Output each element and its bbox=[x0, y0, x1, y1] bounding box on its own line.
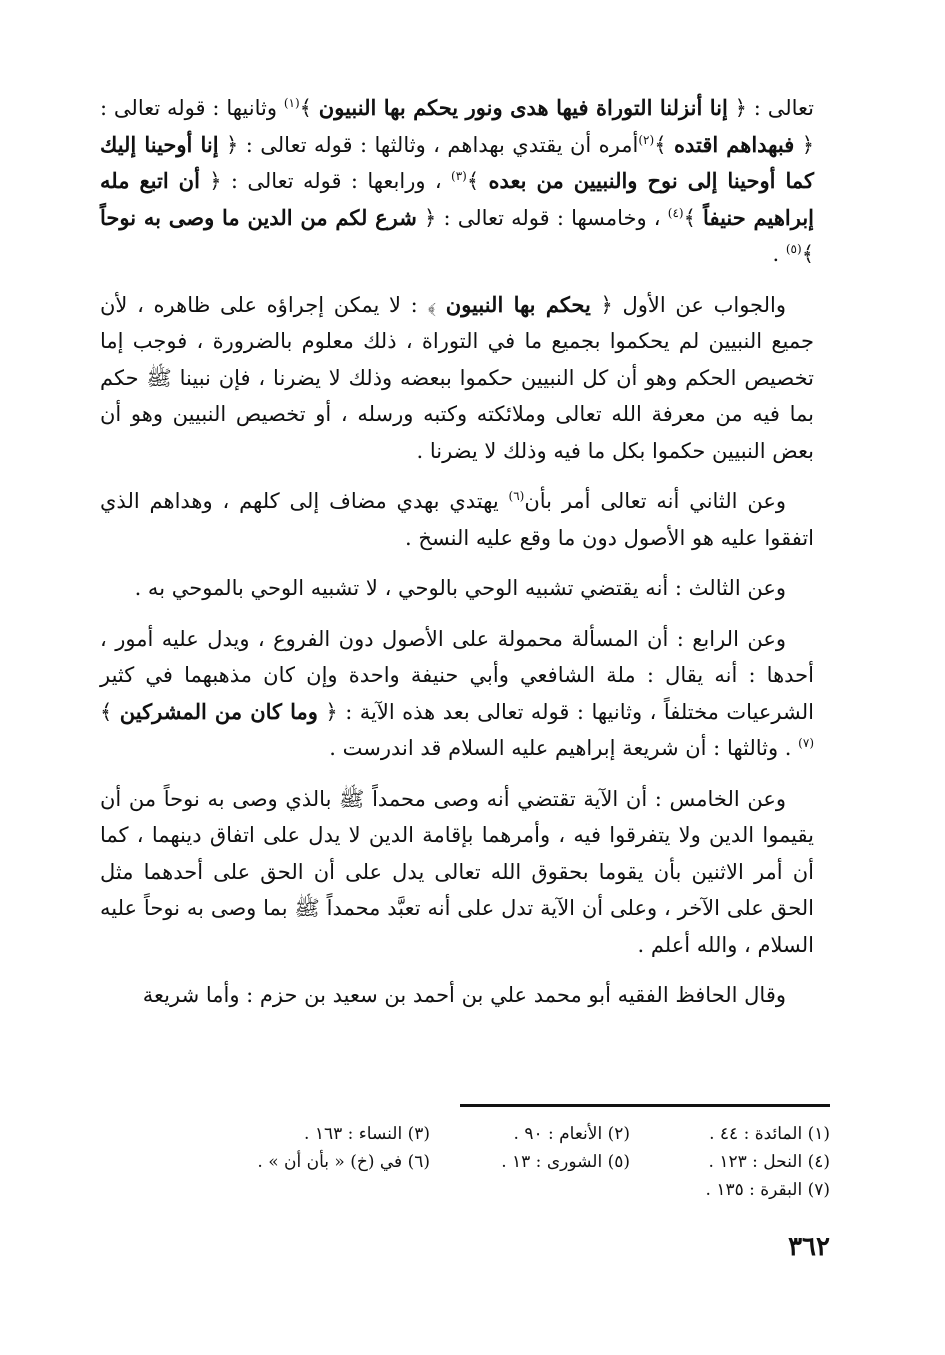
footnote bbox=[430, 1176, 630, 1204]
footnote: (٥) الشورى : ١٣ . bbox=[501, 1152, 630, 1172]
text-segment: وعن الثاني أنه تعالى أمر بأن bbox=[524, 489, 786, 513]
paragraph bbox=[100, 621, 814, 767]
text-segment: أمره أن يقتدي بهداهم ، وثالثها : قوله تعالى : ﴿ bbox=[218, 132, 639, 157]
quran-verse: أن اتبع مله إبراهيم حنيفاً bbox=[100, 168, 815, 230]
quran-verse: وما كان من المشركين bbox=[119, 698, 318, 724]
text-segment: ، ورابعها : قوله تعالى : ﴿ bbox=[199, 169, 452, 193]
text-segment: وثانيها : قوله تعالى : ﴿ bbox=[100, 96, 815, 157]
text-segment: . bbox=[772, 242, 786, 266]
paragraph bbox=[100, 977, 814, 1014]
page-number: ٣٦٢ bbox=[788, 1232, 830, 1262]
main-text bbox=[100, 90, 814, 1028]
text-segment: ﴾ bbox=[683, 205, 704, 230]
footnote: (٦) في (خ) « بأن أن » . bbox=[257, 1152, 430, 1172]
footnotes bbox=[190, 1120, 830, 1204]
footnote-separator bbox=[460, 1104, 830, 1107]
footnote-ref: (٧) bbox=[798, 736, 814, 750]
text-segment: ﴾ bbox=[466, 169, 489, 193]
footnote-ref: (٢) bbox=[638, 132, 655, 147]
text-segment: والجواب عن الأول ﴿ bbox=[590, 292, 786, 317]
text-segment: . وثالثها : أن شريعة إبراهيم عليه السلام قد اندرست . bbox=[329, 736, 799, 760]
quran-verse: فبهداهم اقتده bbox=[673, 131, 795, 157]
paragraph bbox=[100, 90, 814, 273]
footnote-ref: (٣) bbox=[451, 169, 467, 183]
footnote: (٤) النحل : ١٢٣ . bbox=[708, 1152, 830, 1172]
text-segment: يهتدي بهدي مضاف إلى كلهم ، وهداهم الذي اتفقوا عليه هو الأصول دون ما وقع عليه النسخ . bbox=[100, 489, 814, 550]
paragraph bbox=[100, 781, 814, 964]
footnote-ref: (١) bbox=[283, 96, 300, 110]
text-segment: ﴾ bbox=[654, 132, 674, 157]
paragraph bbox=[100, 287, 814, 470]
text-segment: تعالى : ﴿ bbox=[727, 96, 814, 120]
footnote: (٣) النساء : ١٦٣ . bbox=[304, 1124, 430, 1144]
footnote-row bbox=[190, 1176, 830, 1204]
text-segment: ﴾ : لا يمكن إجراؤه على ظاهره ، لأن جميع النبيين لم يحكموا بجميع ما في التوراة ، ذلك معلوم بالضرورة ، فوجب إما تخصيص الحكم وهو أن كل النبيين حكموا ببعضه وذلك لا يضرنا ، فإن نبينا ﷺ حكم بما فيه من معرفة الله تعالى وملائكته وكتبه ورسله ، أو تخصيص النبيين وهو أن بعض النبيين حكموا بكل ما فيه وذلك لا يضرنا . bbox=[100, 292, 814, 463]
text-segment: ﴾ bbox=[299, 96, 319, 120]
text-segment: وعن الرابع : أن المسألة محمولة على الأصول دون الفروع ، ويدل عليه أمور ، أحدها : أنه يقال : ملة الشافعي وأبي حنيفة واحدة وإن كان مذهبهما في كثير الشرعيات مختلفاً ، وثانيها : قوله تعالى بعد هذه الآية : ﴿ bbox=[100, 626, 814, 724]
text-segment: وعن الخامس : أن الآية تقتضي أنه وصى محمداً ﷺ بالذي وصى به نوحاً من أن يقيموا الدين ولا يتفرقوا فيه ، وأمرهما بإقامة الدين لا يدل على اتفاق دينهما ، كما أن أمر الاثنين بأن يقوما بحقوق الله تعالى يدل على أن الحق على أحدهما مثل الحق على الآخر ، وعلى أن الآية تدل على أنه تعبَّد محمداً ﷺ بما وصى به نوحاً عليه السلام ، والله أعلم . bbox=[100, 786, 814, 957]
paragraph bbox=[100, 570, 814, 607]
footnote-ref: (٦) bbox=[508, 489, 525, 503]
footnote: (٧) البقرة : ١٣٥ . bbox=[705, 1180, 830, 1200]
footnote bbox=[230, 1176, 430, 1204]
footnote-ref: (٥) bbox=[785, 242, 802, 256]
quran-verse: يحكم بها النبيون bbox=[445, 291, 591, 317]
footnote-row bbox=[190, 1148, 830, 1176]
footnote: (٢) الأنعام : ٩٠ . bbox=[513, 1124, 630, 1144]
quran-verse: إنا أنزلنا التوراة فيها هدى ونور يحكم بها النبيون bbox=[318, 95, 728, 120]
footnote-row bbox=[190, 1120, 830, 1148]
text-segment: ﴾ bbox=[100, 699, 120, 724]
text-segment: ﴾ bbox=[801, 242, 814, 266]
footnote-ref: (٤) bbox=[667, 205, 684, 220]
text-segment: ، وخامسها : قوله تعالى : ﴿ bbox=[416, 205, 668, 230]
text-segment: وقال الحافظ الفقيه أبو محمد علي بن أحمد بن سعيد بن حزم : وأما شريعة bbox=[142, 983, 786, 1007]
quran-verse: إنا أوحينا إليك كما أوحينا إلى نوح والنبيين من بعده bbox=[100, 131, 814, 193]
text-segment: وعن الثالث : أنه يقتضي تشبيه الوحي بالوحي ، لا تشبيه الوحي بالموحي به . bbox=[134, 576, 786, 600]
footnote: (١) المائدة : ٤٤ . bbox=[709, 1124, 830, 1144]
quran-verse: شرع لكم من الدين ما وصى به نوحاً bbox=[100, 204, 417, 230]
paragraph bbox=[100, 483, 814, 556]
